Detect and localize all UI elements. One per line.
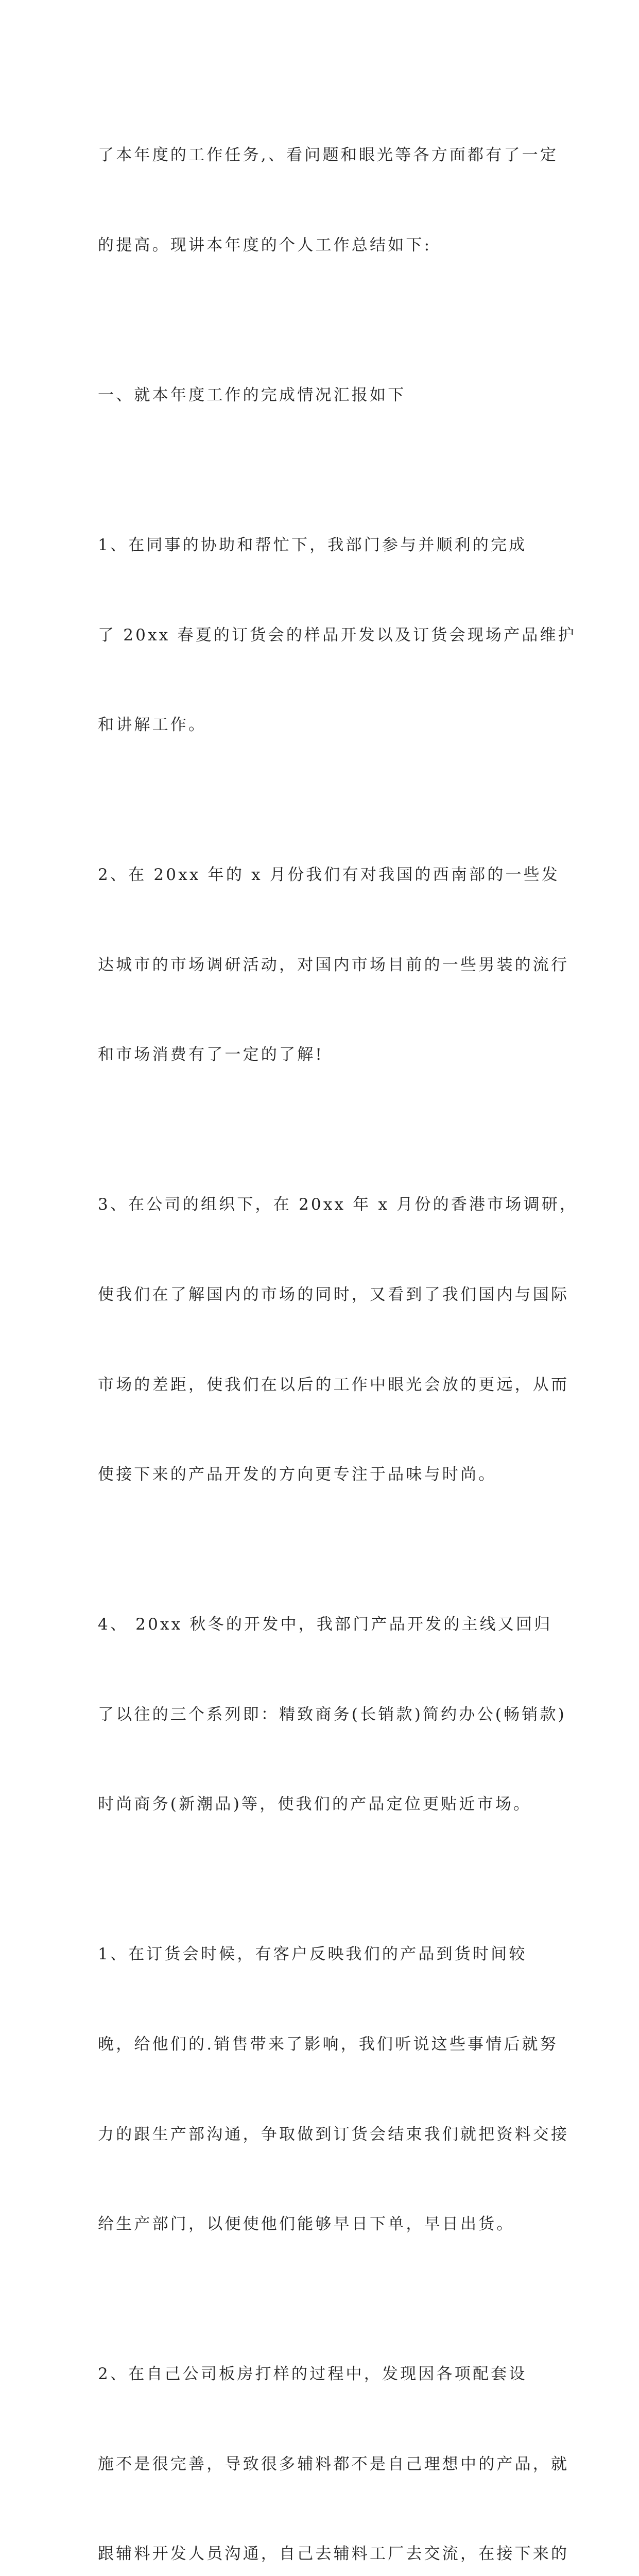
- text-line: 时尚商务(新潮品)等，使我们的产品定位更贴近市场。: [98, 1795, 532, 1814]
- paragraph-intro: [98, 80, 559, 320]
- document-body: [98, 80, 578, 2576]
- text-line: 和讲解工作。: [98, 716, 207, 735]
- text-line: 跟辅料开发人员沟通，自己去辅料工厂去交流，在接下来的: [98, 2545, 569, 2564]
- text-line: 4、 20xx 秋冬的开发中，我部门产品开发的主线又回归: [98, 1615, 552, 1634]
- text-line: 给生产部门，以便使他们能够早日下单，早日出货。: [98, 2215, 515, 2234]
- section-heading: [98, 320, 545, 470]
- text-line: 一、就本年度工作的完成情况汇报如下: [98, 386, 406, 404]
- text-line: 晚，给他们的.销售带来了影响，我们听说这些事情后就努: [98, 2035, 559, 2054]
- text-line: 市场的差距，使我们在以后的工作中眼光会放的更远，从而: [98, 1375, 569, 1394]
- text-line: 1、在订货会时候，有客户反映我们的产品到货时间较: [98, 1945, 527, 1964]
- paragraph-item-3: [98, 1130, 578, 1550]
- paragraph-item-2: [98, 800, 569, 1130]
- text-line: 使接下来的产品开发的方向更专注于品味与时尚。: [98, 1465, 497, 1484]
- text-line: 的提高。现讲本年度的个人工作总结如下:: [98, 236, 432, 255]
- text-line: 力的跟生产部沟通，争取做到订货会结束我们就把资料交接: [98, 2125, 569, 2144]
- text-line: 3、在公司的组织下，在 20xx 年 x 月份的香港市场调研，: [98, 1195, 578, 1214]
- paragraph-issue-2: [98, 2299, 569, 2576]
- text-line: 2、在 20xx 年的 x 月份我们有对我国的西南部的一些发: [98, 866, 560, 885]
- text-line: 2、在自己公司板房打样的过程中，发现因各项配套设: [98, 2365, 527, 2384]
- text-line: 和市场消费有了一定的了解!: [98, 1045, 324, 1064]
- text-line: 使我们在了解国内的市场的同时，又看到了我们国内与国际: [98, 1285, 569, 1304]
- text-line: 1、在同事的协助和帮忙下，我部门参与并顺利的完成: [98, 536, 527, 554]
- text-line: 了以往的三个系列即：精致商务(长销款)简约办公(畅销款): [98, 1705, 566, 1724]
- paragraph-item-4: [98, 1550, 566, 1879]
- paragraph-item-1: [98, 470, 576, 800]
- text-line: 达城市的市场调研活动，对国内市场目前的一些男装的流行: [98, 955, 569, 974]
- text-line: 施不是很完善，导致很多辅料都不是自己理想中的产品，就: [98, 2454, 569, 2473]
- paragraph-issue-1: [98, 1879, 569, 2299]
- text-line: 了本年度的工作任务,、看问题和眼光等各方面都有了一定: [98, 146, 559, 165]
- text-line: 了 20xx 春夏的订货会的样品开发以及订货会现场产品维护: [98, 625, 576, 645]
